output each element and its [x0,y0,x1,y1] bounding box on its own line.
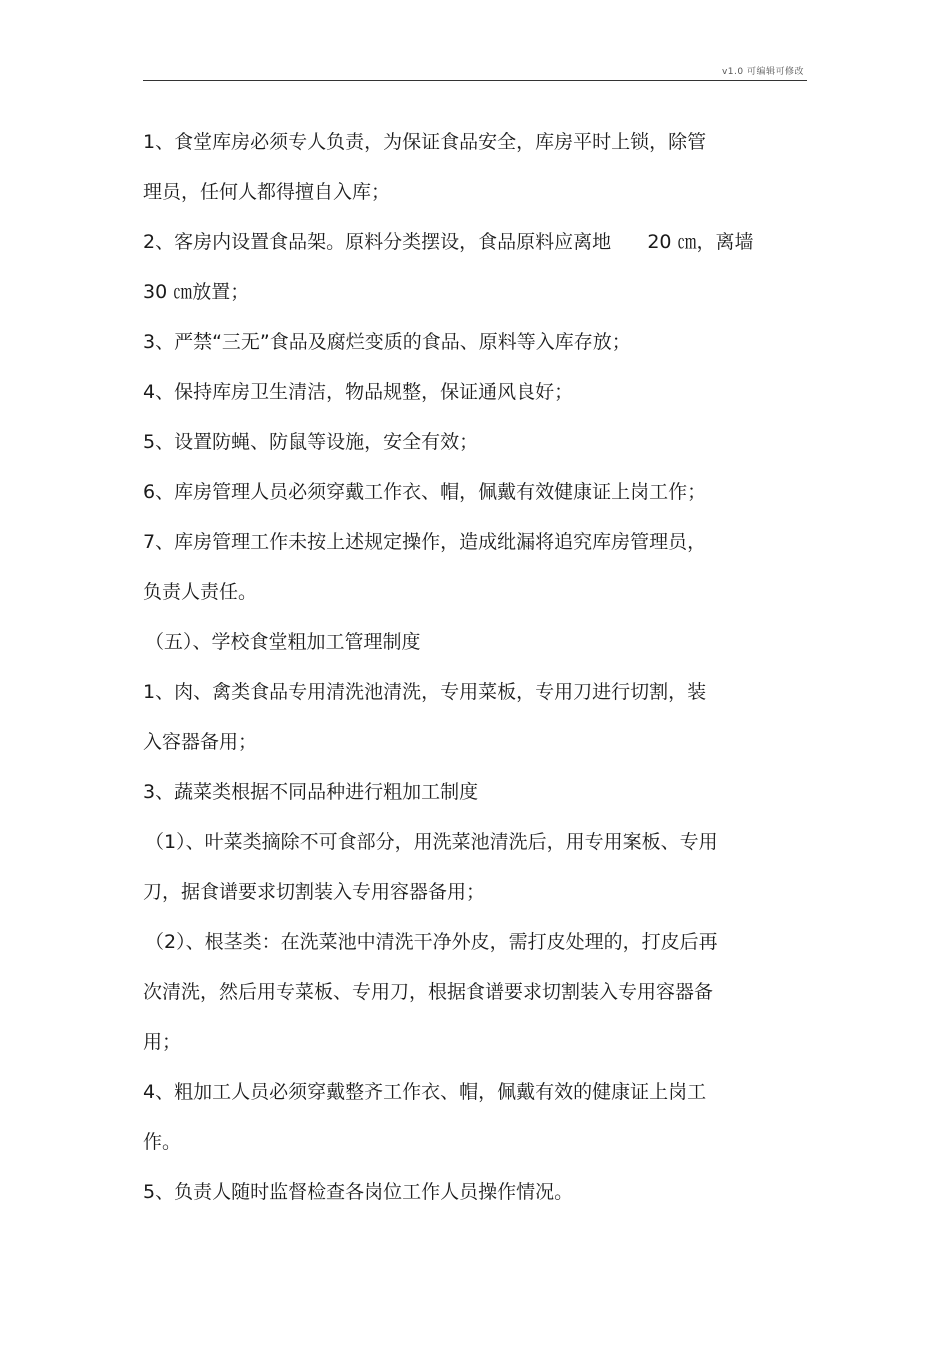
text-line: 5、设置防蝇、防鼠等设施，安全有效； [143,431,479,453]
text-line: （2）、根茎类：在洗菜池中清洗干净外皮，需打皮处理的，打皮后再 [145,931,718,953]
header-version-label: v1.0 可编辑可修改 [721,67,804,77]
text-line: 5、负责人随时监督检查各岗位工作人员操作情况。 [143,1181,574,1203]
text-line: 1、食堂库房必须专人负责，为保证食品安全，库房平时上锁，除管 [143,131,707,153]
section-heading: （五）、学校食堂粗加工管理制度 [145,631,421,653]
text-line: 负责人责任。 [143,581,258,603]
text-line: 用； [143,1031,182,1053]
text-line: 理员，任何人都得擅自入库； [143,181,391,203]
text-line: 1、肉、禽类食品专用清洗池清洗，专用菜板，专用刀进行切割，装 [143,681,707,703]
text-line: （1）、叶菜类摘除不可食部分，用洗菜池清洗后，用专用案板、专用 [145,831,718,853]
text-line: 30 ㎝放置； [143,281,250,303]
header-divider [143,80,807,81]
text-line: 刀，据食谱要求切割装入专用容器备用； [143,881,486,903]
text-line: 6、库房管理人员必须穿戴工作衣、帽，佩戴有效健康证上岗工作； [143,481,707,503]
text-line: 4、粗加工人员必须穿戴整齐工作衣、帽，佩戴有效的健康证上岗工 [143,1081,707,1103]
text-line: 作。 [143,1131,182,1153]
text-line: 3、蔬菜类根据不同品种进行粗加工制度 [143,781,479,803]
text-line: 2、客房内设置食品架。原料分类摆设，食品原料应离地 20 ㎝，离墙 [143,231,754,253]
text-line: 7、库房管理工作未按上述规定操作，造成纰漏将追究库房管理员， [143,531,707,553]
document-body [143,117,808,1217]
text-line: 3、严禁“三无”食品及腐烂变质的食品、原料等入库存放； [143,331,631,353]
text-line: 入容器备用； [143,731,258,753]
text-line: 次清洗，然后用专菜板、专用刀，根据食谱要求切割装入专用容器备 [143,981,714,1003]
text-line: 4、保持库房卫生清洁，物品规整，保证通风良好； [143,381,574,403]
